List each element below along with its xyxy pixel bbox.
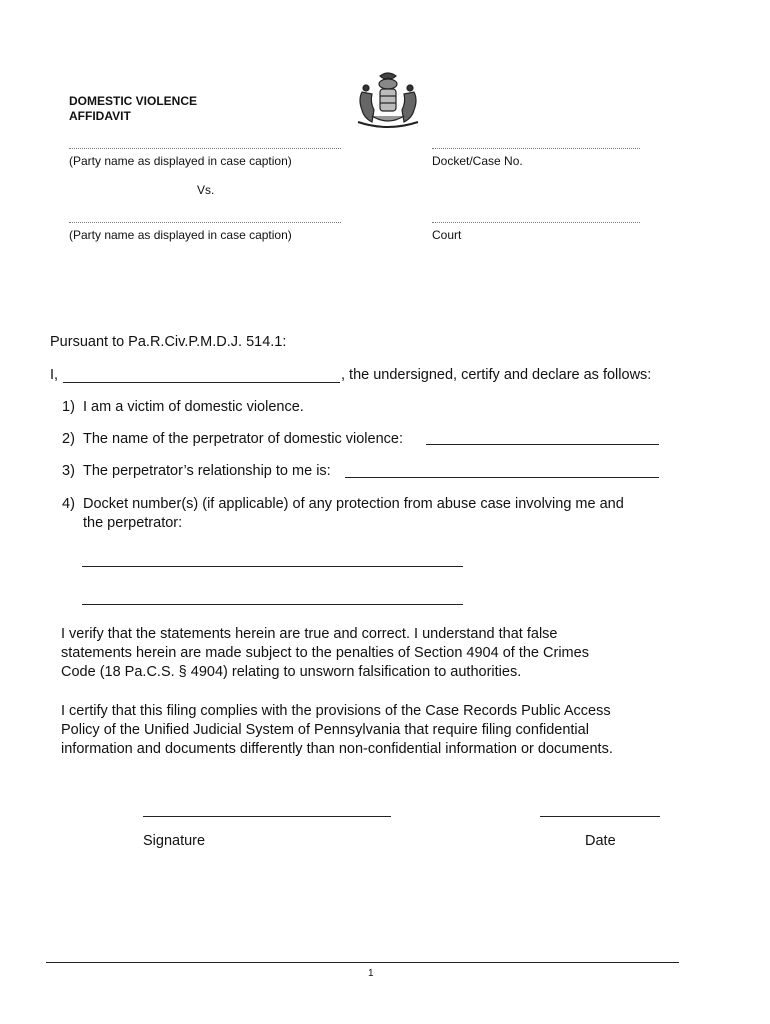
relationship-line[interactable]: [345, 477, 659, 478]
item-1-text: I am a victim of domestic violence.: [83, 399, 304, 415]
pennsylvania-coat-of-arms-icon: [350, 70, 426, 132]
form-title-line1: DOMESTIC VIOLENCE: [69, 94, 198, 108]
item-4-text-continued: the perpetrator:: [83, 515, 183, 531]
date-line[interactable]: [540, 816, 660, 817]
signature-line[interactable]: [143, 816, 391, 817]
docket-number-entry-line-1[interactable]: [82, 566, 463, 567]
item-2-number: 2): [62, 431, 75, 447]
item-4-text: Docket number(s) (if applicable) of any protection from abuse case involving me and: [83, 496, 624, 512]
docket-label: Docket/Case No.: [432, 154, 523, 168]
date-label: Date: [585, 833, 616, 849]
perpetrator-name-line[interactable]: [426, 444, 659, 445]
page-number: 1: [368, 968, 374, 979]
verification-line-2: statements herein are made subject to the penalties of Section 4904 of the Crimes: [61, 645, 589, 661]
verification-line-3: Code (18 Pa.C.S. § 4904) relating to unsworn falsification to authorities.: [61, 664, 522, 680]
party2-label: (Party name as displayed in case caption): [69, 228, 292, 242]
policy-line-2: Policy of the Unified Judicial System of Pennsylvania that require filing confidential: [61, 722, 589, 738]
court-label: Court: [432, 228, 462, 242]
declarant-name-line[interactable]: [63, 382, 340, 383]
party1-name-line[interactable]: [69, 148, 341, 149]
policy-line-3: information and documents differently than non-confidential information or documents.: [61, 741, 613, 757]
party2-name-line[interactable]: [69, 222, 341, 223]
versus-label: Vs.: [197, 183, 215, 197]
pursuant-rule-citation: Pursuant to Pa.R.Civ.P.M.D.J. 514.1:: [50, 334, 287, 350]
signature-label: Signature: [143, 833, 206, 849]
form-title-line2: AFFIDAVIT: [69, 109, 131, 123]
verification-line-1: I verify that the statements herein are true and correct. I understand that false: [61, 626, 558, 642]
certify-prefix: I,: [50, 367, 59, 383]
docket-number-entry-line-2[interactable]: [82, 604, 463, 605]
item-4-number: 4): [62, 496, 75, 512]
footer-divider: [46, 962, 679, 963]
item-3-text: The perpetrator’s relationship to me is:: [83, 463, 331, 479]
policy-line-1: I certify that this filing complies with the provisions of the Case Records Public Access: [61, 703, 611, 719]
item-1-number: 1): [62, 399, 75, 415]
docket-number-line[interactable]: [432, 148, 640, 149]
certify-suffix: , the undersigned, certify and declare as follows:: [341, 367, 652, 383]
item-3-number: 3): [62, 463, 75, 479]
court-line[interactable]: [432, 222, 640, 223]
item-2-text: The name of the perpetrator of domestic violence:: [83, 431, 403, 447]
party1-label: (Party name as displayed in case caption): [69, 154, 292, 168]
